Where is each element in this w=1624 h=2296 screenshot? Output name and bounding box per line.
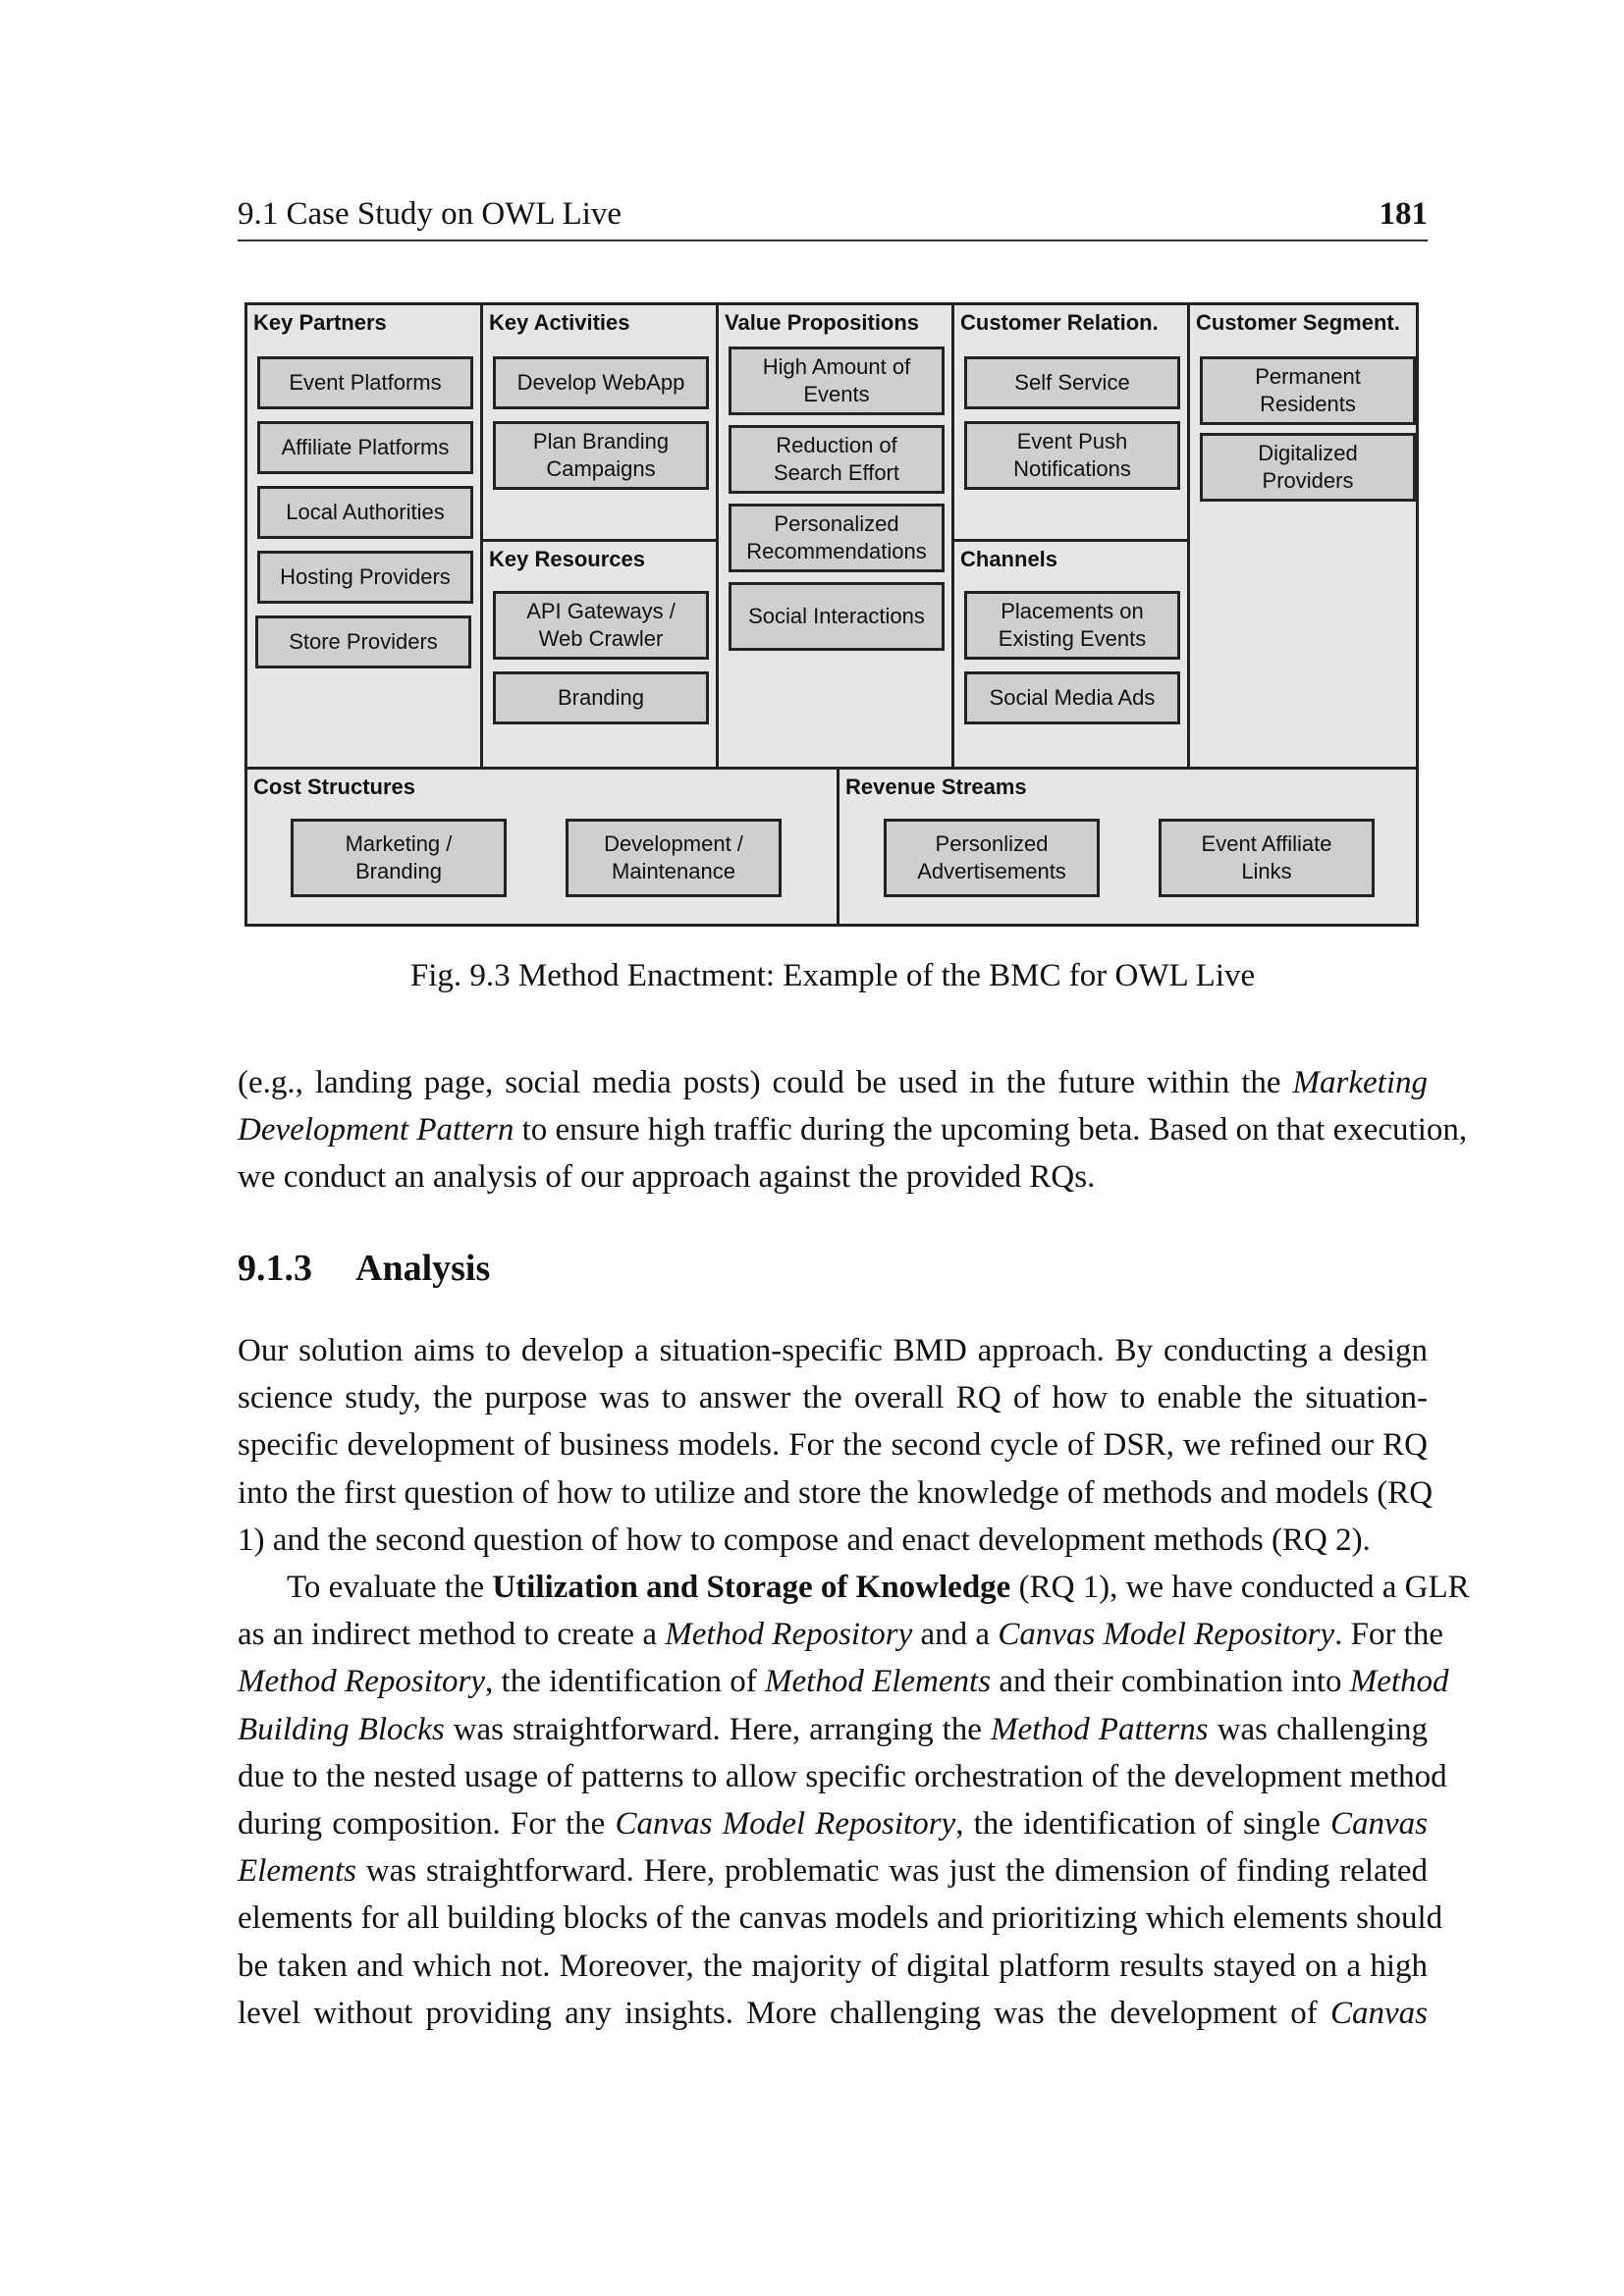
canvas-element: Personlized Advertisements — [884, 819, 1100, 897]
text-line: elements for all building blocks of the canvas models and prioritizing which elements should — [238, 1900, 1443, 1937]
business-model-canvas — [244, 302, 1419, 927]
canvas-element: Event Affiliate Links — [1159, 819, 1375, 897]
key-resources-block — [483, 542, 716, 767]
canvas-element: Affiliate Platforms — [257, 421, 473, 474]
block-title: Cost Structures — [253, 774, 416, 799]
text-line: Building Blocks was straightforward. Here, arranging the Method Patterns was challenging — [238, 1711, 1428, 1747]
running-head-title: 9.1 Case Study on OWL Live — [238, 196, 623, 232]
section-title: Analysis — [355, 1248, 491, 1289]
canvas-element: Hosting Providers — [257, 551, 473, 604]
block-title: Channels — [960, 547, 1058, 571]
customer-segments-block — [1190, 305, 1416, 767]
text-line: into the first question of how to utilize and store the knowledge of methods and models (RQ — [238, 1474, 1434, 1511]
channels-block — [954, 542, 1187, 767]
text-line: level without providing any insights. More challenging was the development of Canvas — [238, 1995, 1428, 2031]
value-propositions-block — [719, 305, 951, 767]
canvas-element: Digitalized Providers — [1200, 433, 1416, 502]
block-title: Value Propositions — [725, 310, 920, 335]
canvas-element: Local Authorities — [257, 486, 473, 539]
text-line: as an indirect method to create a Method Repository and a Canvas Model Repository. For the — [238, 1617, 1444, 1653]
intro-paragraph — [238, 1059, 1468, 1201]
key-activities-block — [483, 305, 716, 539]
text-line: Elements was straightforward. Here, problematic was just the dimension of finding related — [238, 1853, 1428, 1890]
block-title: Key Partners — [253, 310, 387, 335]
canvas-element: Event Platforms — [257, 356, 473, 409]
canvas-element: Permanent Residents — [1200, 356, 1416, 425]
revenue-streams-block — [839, 770, 1416, 924]
canvas-element: Event Push Notifications — [964, 421, 1180, 490]
text-line: 1) and the second question of how to compose and enact development methods (RQ 2). — [238, 1522, 1371, 1558]
block-title: Key Activities — [489, 310, 630, 335]
text-line: Development Pattern to ensure high traffic during the upcoming beta. Based on that execution, — [238, 1112, 1468, 1148]
text-line: we conduct an analysis of our approach against the provided RQs. — [238, 1159, 1096, 1196]
block-title: Customer Relation. — [960, 310, 1159, 335]
section-heading — [238, 1247, 490, 1290]
canvas-element: Development / Maintenance — [566, 819, 782, 897]
canvas-element: API Gateways / Web Crawler — [493, 591, 709, 660]
canvas-element: Marketing / Branding — [291, 819, 507, 897]
canvas-element: High Amount of Events — [729, 347, 945, 415]
text-line: To evaluate the Utilization and Storage of Knowledge (RQ 1), we have conducted a GLR — [287, 1570, 1470, 1605]
canvas-element: Social Media Ads — [964, 671, 1180, 724]
running-head — [238, 196, 1428, 241]
canvas-element: Personalized Recommendations — [729, 504, 945, 572]
text-line: specific development of business models. For the second cycle of DSR, we refined our RQ — [238, 1427, 1428, 1464]
cost-structures-block — [247, 770, 837, 924]
text-line: (e.g., landing page, social media posts) could be used in the future within the Marketing — [238, 1065, 1428, 1100]
canvas-element: Social Interactions — [729, 582, 945, 651]
section-number: 9.1.3 — [238, 1248, 312, 1289]
text-line: science study, the purpose was to answer the overall RQ of how to enable the situation- — [238, 1380, 1428, 1416]
customer-relations-block — [954, 305, 1187, 539]
canvas-element: Plan Branding Campaigns — [493, 421, 709, 490]
canvas-element: Self Service — [964, 356, 1180, 409]
block-title: Revenue Streams — [845, 774, 1027, 799]
key-partners-block — [247, 305, 480, 767]
canvas-element: Reduction of Search Effort — [729, 425, 945, 494]
text-line: due to the nested usage of patterns to allow specific orchestration of the development method — [238, 1758, 1447, 1794]
text-line: Our solution aims to develop a situation-specific BMD approach. By conducting a design — [238, 1333, 1428, 1368]
text-line: during composition. For the Canvas Model Repository, the identification of single Canvas — [238, 1805, 1428, 1842]
block-title: Key Resources — [489, 547, 645, 571]
paragraph-1 — [238, 1327, 1434, 1564]
canvas-element: Branding — [493, 671, 709, 724]
paragraph-2 — [238, 1564, 1470, 2037]
canvas-element: Develop WebApp — [493, 356, 709, 409]
block-title: Customer Segment. — [1196, 310, 1400, 335]
text-line: be taken and which not. Moreover, the majority of digital platform results stayed on a high — [238, 1948, 1428, 1984]
canvas-element: Placements on Existing Events — [964, 591, 1180, 660]
text-line: Method Repository, the identification of Method Elements and their combination into Method — [238, 1664, 1449, 1700]
canvas-element: Store Providers — [255, 615, 471, 668]
figure-caption: Fig. 9.3 Method Enactment: Example of the BMC for OWL Live — [409, 958, 1256, 993]
page-number: 181 — [1379, 196, 1428, 232]
